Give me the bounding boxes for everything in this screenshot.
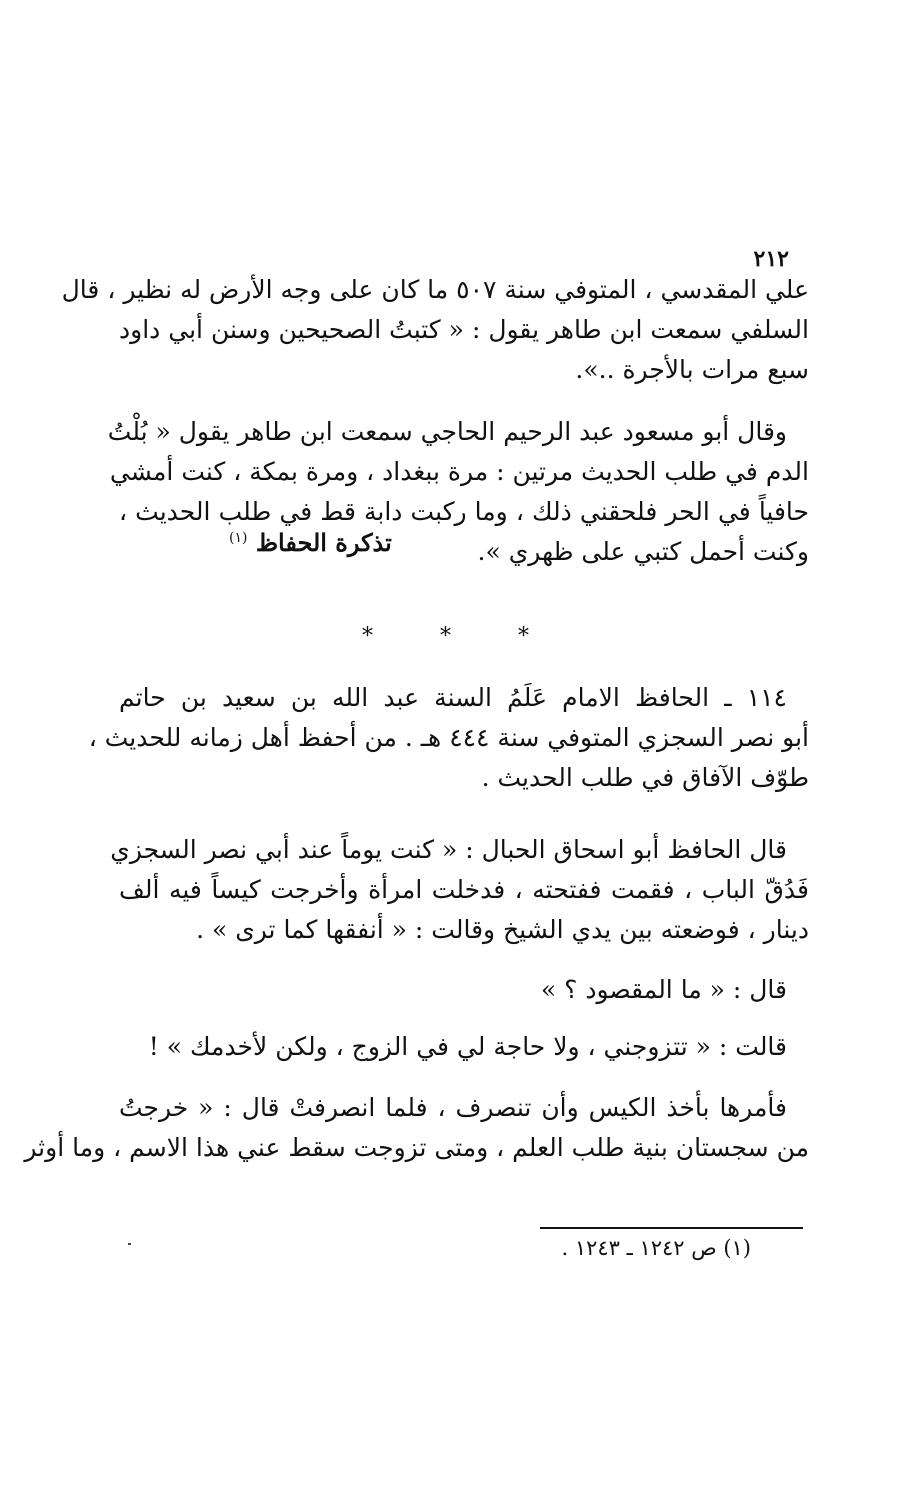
paragraph-1 [61, 270, 809, 390]
paragraph-2 [107, 412, 809, 572]
text-line: قالت : « تتزوجني ، ولا حاجة لي في الزوج ، ولكن لأخدمك » ! [148, 1032, 787, 1061]
page-number: ٢١٢ [753, 246, 789, 272]
text-line: من سجستان بنية طلب العلم ، ومتى تزوجت سقط عني هذا الاسم ، وما أوثر [24, 1133, 809, 1162]
footnote-divider [540, 1227, 803, 1229]
text-line: علي المقدسي ، المتوفي سنة ٥٠٧ ما كان على وجه الأرض له نظير ، قال [61, 275, 809, 304]
text-line: السلفي سمعت ابن طاهر يقول : « كتبتُ الصحيحين وسنن أبي داود [119, 315, 809, 344]
text-line: الدم في طلب الحديث مرتين : مرة ببغداد ، ومرة بمكة ، كنت أمشي [109, 457, 809, 486]
text-line: وكنت أحمل كتبي على ظهري ». [477, 537, 809, 566]
text-line: فَدُقّ الباب ، فقمت ففتحته ، فدخلت امرأة وأخرجت كيساً فيه ألف [119, 875, 809, 904]
text-line: وقال أبو مسعود عبد الرحيم الحاجي سمعت ابن طاهر يقول « بُلْتُ [107, 417, 787, 446]
paragraph-5 [24, 1088, 809, 1168]
paragraph-3 [88, 678, 809, 798]
footnote-reference: (١) [229, 530, 248, 546]
scan-speck [128, 1243, 131, 1245]
paragraph-qal [119, 970, 809, 1010]
text-line: سبع مرات بالأجرة ..». [575, 355, 809, 384]
text-line: قال الحافظ أبو اسحاق الحبال : « كنت يوماً عند أبي نصر السجزي [110, 835, 787, 864]
section-separator: * * * [362, 624, 559, 649]
source-citation [229, 518, 392, 563]
text-line: أبو نصر السجزي المتوفي سنة ٤٤٤ هـ . من أحفظ أهل زمانه للحديث ، [88, 723, 809, 752]
last-line-with-source [119, 528, 809, 572]
paragraph-4 [110, 830, 809, 950]
paragraph-qalat [119, 1027, 809, 1067]
text-line: فأمرها بأخذ الكيس وأن تنصرف ، فلما انصرفتْ قال : « خرجتُ [119, 1093, 787, 1122]
text-line: حافياً في الحر فلحقني ذلك ، وما ركبت دابة قط في طلب الحديث ، [119, 497, 809, 526]
source-title: تذكرة الحفاظ [255, 528, 392, 557]
text-line: دينار ، فوضعته بين يدي الشيخ وقالت : « أنفقها كما ترى » . [196, 915, 809, 944]
footnote: (١) ص ١٢٤٢ ـ ١٢٤٣ . [561, 1236, 751, 1260]
text-line: طوّف الآفاق في طلب الحديث . [481, 763, 809, 792]
text-line: قال : « ما المقصود ؟ » [540, 975, 787, 1004]
text-line: ١١٤ ـ الحافظ الامام عَلَمُ السنة عبد الله بن سعيد بن حاتم [119, 683, 787, 712]
